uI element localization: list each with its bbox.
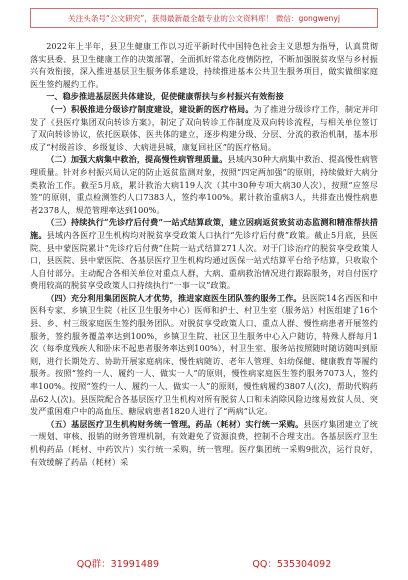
subsection-2-title: （二）加强大病集中救治，提高慢性病管理质量。 — [46, 154, 228, 165]
subsection-1-title: （一）积极推进分级诊疗制度建设，建设新的医疗格局。 — [46, 103, 254, 114]
section-heading-1: 一、稳步推进基层医共体建设，促使健康帮扶与乡村振兴有效衔接 — [46, 91, 284, 102]
subsection-5-body: 县医疗集团建立了统一规划、审核、报销的财务管理机制，有效避免了资源浪费，控制不合理支出。各基层医疗卫生机构药品（耗材、中药饮片）实行统一采购，统一管理。医疗集团统一采购9批次，运行良好，有效缓解了药品（耗材）采 — [30, 418, 378, 467]
subsection-5-title: （五）基层医疗卫生机构财务统一管理。药品（耗材）实行统一采购。 — [46, 418, 304, 429]
subsection-3-title: （三）持续执行“先诊疗后付费”一站式结算政策，建立因病返贫致贫动态监测和精准帮扶措施。 — [30, 217, 378, 240]
header-banner — [30, 8, 378, 28]
intro-paragraph: 2022年上半年，县卫生健康工作以习近平新时代中国特色社会主义思想为指导，认真贯彻落实县委、县卫生健康工作的决策部署，全面抓好常态化疫情防控，不断加强脱贫攻坚与乡村振兴有效衔接，深入推进基层卫生服务体系建设，持续推进基本公共卫生服务项目，做实做细家庭医生签约履约工作。 — [30, 41, 378, 89]
subsection-3-body: 县域内各医疗卫生机构均对脱贫享受政策人口执行“先诊疗后付费”政策。截止5月底，县医院、县中蒙医院累计“先诊疗后付费”住院一站式结算271人次。对于门诊治疗的脱贫享受政策人口，县医院、县中蒙医院、各基层医疗卫生机构均通过医保一站式结算平台给予结算，只收取个人自付部分。主动配合各相关单位对重点人群，大病、重病救治情况进行跟踪服务，对自付医疗费用较高的脱贫享受政策人口持续执行“一事一议”政策。 — [30, 229, 378, 291]
subsection-2-body: 县域内30种大病集中救治、提高慢性病管理质量。针对乡村振兴局认定的防止返贫监测对象，按照“四定两加强”的原则，持续做好大病分类救治工作。截至5月底，累计救治大病119人次（其中30种专项大病30人次），按照“应签尽签”的原则，重点检测签约人口7383人，签约率100%。累计救治重病3人，共排查出慢性病患者2378人，规范管理率达到100%。 — [30, 154, 379, 215]
subsection-4-body: 县医院14名西医和中医科专家、乡镇卫生院（社区卫生服务中心）医师和护士、村卫生室（服务站）村医组建了16个县、乡、村三级家庭医生签约服务团队。对脱贫享受政策人口、重点人群、慢性病患者开展签约服务，签约服务覆盖率达到100%，乡镇卫生院、社区卫生服务中心入户随访，特殊人群每月1次（每季度残疾人和卧床不起患者服务率达到100%），村卫生室、服务站按照随时随访随叫到原则，进行长期处方、协助开展家庭病床、慢性病随访、老年人管理、妇幼保健、健康教育等履约服务。按照“签约一人、履约一人、做实一人”的原则，慢性病家庭医生签约服务7073人，签约率100%。按照“签约一人、履约一人、做实一人”的原则，慢性病履约3807人(次)，帮助代购药品62人(次)。县医院配合各基层医疗卫生机构对所有脱贫人口和未消除风险边缘易致贫人员、突发严重困难户中的高血压、糖尿病患者1820人进行了“两病”认定。 — [30, 292, 378, 417]
footer-qq: QQ：535304092 — [252, 559, 332, 570]
banner-text: 关注头条号“公文研究”，获得最新最全最专业的公文资料库！ 微信：gongwenyj — [68, 13, 340, 23]
subsection-3 — [30, 216, 378, 292]
subsection-4-title: （四）充分利用集团医院人才优势，推进家庭医生团队签约服务工作。 — [46, 292, 302, 303]
subsection-2 — [30, 153, 378, 216]
document-body — [30, 40, 378, 468]
subsection-1 — [30, 103, 378, 153]
subsection-5 — [30, 418, 378, 468]
subsection-1-body: 为了推进分级诊疗工作，制定并印发了《县医疗集团双向转诊方案》，制定了双向转诊工作制度及双向转诊流程，与相关单位签订了双向转诊协议，依托医联体、医共体的建立，逐步构建分级、分层、分流的救治机制，基本形成了“村级首诊、乡级复诊、大病进县城，康复回社区”的医疗格局。 — [30, 103, 378, 152]
footer-contacts — [30, 556, 378, 570]
subsection-4 — [30, 292, 378, 418]
footer-qq-group: QQ群：31991489 — [76, 559, 160, 570]
